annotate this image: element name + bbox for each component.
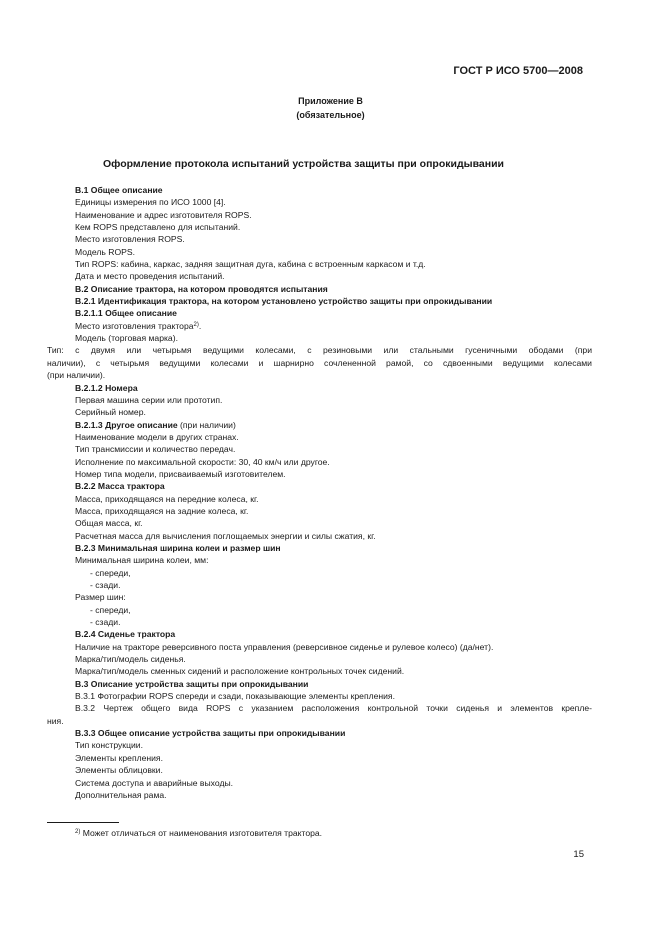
paragraph-line: В.3.2 Чертеж общего вида ROPS с указанием расположения контрольной точки сиденья и элементов крепле- — [75, 703, 592, 714]
footnote-reference: 2) — [193, 321, 199, 328]
text-line: Серийный номер. — [75, 407, 146, 418]
text-line: Наименование и адрес изготовителя ROPS. — [75, 209, 252, 220]
text-line: Место изготовления ROPS. — [75, 234, 185, 245]
footnote — [75, 828, 322, 838]
text-line — [0, 320, 661, 332]
text-line: Дополнительная рама. — [75, 789, 167, 800]
document-body — [0, 184, 661, 801]
text-line: Марка/тип/модель сиденья. — [75, 654, 186, 665]
text-line: - спереди, — [90, 604, 131, 615]
section-heading: В.1 Общее описание — [75, 185, 163, 195]
line-text-end: . — [198, 320, 202, 331]
text-line: Кем ROPS представлено для испытаний. — [75, 222, 241, 233]
section-heading — [0, 419, 661, 431]
text-line: - сзади. — [90, 617, 121, 628]
section-heading: В.2.2 Масса трактора — [75, 481, 165, 492]
text-line: Единицы измерения по ИСО 1000 [4]. — [75, 197, 226, 208]
text-line: Система доступа и аварийные выходы. — [75, 777, 234, 788]
text-line: Общая масса, кг. — [75, 518, 143, 529]
section-heading: В.2.3 Минимальная ширина колеи и размер шин — [75, 542, 281, 553]
text-line: Элементы крепления. — [75, 752, 163, 763]
text-line: Наименование модели в других странах. — [75, 431, 239, 442]
text-line: Расчетная масса для вычисления поглощаемых энергии и силы сжатия, кг. — [75, 530, 376, 541]
text-line: Наличие на тракторе реверсивного поста управления (реверсивное сиденье и рулевое колесо) (да/нет). — [75, 641, 494, 652]
line-text: Место изготовления трактора — [75, 320, 194, 331]
text-line: - сзади. — [90, 580, 121, 590]
document-code: ГОСТ Р ИСО 5700—2008 — [453, 65, 583, 77]
text-line: Модель ROPS. — [75, 246, 135, 257]
text-line: Первая машина серии или прототип. — [75, 394, 223, 405]
section-heading: В.2.1.2 Номера — [75, 382, 138, 393]
footnote-mark: 2) — [75, 829, 81, 835]
section-heading: В.2.1 Идентификация трактора, на котором установлено устройство защиты при опрокидывании — [75, 296, 493, 307]
footnote-text: Может отличаться от наименования изготовителя трактора. — [80, 828, 323, 838]
section-heading: В.2 Описание трактора, на котором проводятся испытания — [75, 283, 328, 294]
section-heading: В.2.1.1 Общее описание — [75, 308, 177, 319]
text-line: Марка/тип/модель сменных сидений и расположение контрольных точек сидений. — [75, 666, 405, 677]
page-number: 15 — [573, 849, 584, 860]
section-heading: В.3 Описание устройства защиты при опрокидывании — [75, 678, 309, 689]
paragraph-line: наличии), с четырьмя ведущими колесами и шарнирно сочлененной рамой, со сдвоенными ведущими колесами — [47, 357, 592, 368]
section-heading: В.2.4 Сиденье трактора — [75, 629, 176, 640]
text-line: Номер типа модели, присваиваемый изготовителем. — [75, 468, 286, 479]
text-line: Минимальная ширина колеи, мм: — [75, 555, 209, 566]
heading-label: В.2.1.3 Другое описание — [75, 419, 178, 430]
heading-note: (при наличии) — [177, 419, 236, 430]
text-line: Тип ROPS: кабина, каркас, задняя защитная дуга, кабина с встроенным каркасом и т.д. — [75, 259, 426, 270]
text-line: Исполнение по максимальной скорости: 30, 40 км/ч или другое. — [75, 456, 330, 467]
text-line: (при наличии). — [47, 370, 106, 381]
annex-status: (обязательное) — [296, 110, 365, 120]
section-heading: В.3.3 Общее описание устройства защиты при опрокидывании — [75, 728, 346, 739]
text-line: - спереди, — [90, 567, 131, 578]
text-line: Тип конструкции. — [75, 740, 143, 751]
text-line: Дата и место проведения испытаний. — [75, 271, 225, 282]
text-line: Элементы облицовки. — [75, 765, 163, 776]
text-line: Масса, приходящаяся на передние колеса, кг. — [75, 493, 259, 504]
text-line: Масса, приходящаяся на задние колеса, кг. — [75, 505, 249, 516]
document-title: Оформление протокола испытаний устройства защиты при опрокидывании — [103, 158, 504, 170]
text-line: Модель (торговая марка). — [75, 333, 178, 344]
text-line: Тип трансмиссии и количество передач. — [75, 444, 236, 455]
footnote-divider — [47, 822, 119, 823]
annex-title: Приложение В — [298, 96, 363, 106]
paragraph-line: Тип: с двумя или четырьмя ведущими колесами, с резиновыми или стальными гусеничными ободами (при — [47, 345, 592, 356]
text-line: Размер шин: — [75, 592, 126, 603]
text-line: В.3.1 Фотографии ROPS спереди и сзади, показывающие элементы крепления. — [75, 691, 395, 702]
text-line: ния. — [47, 715, 64, 726]
